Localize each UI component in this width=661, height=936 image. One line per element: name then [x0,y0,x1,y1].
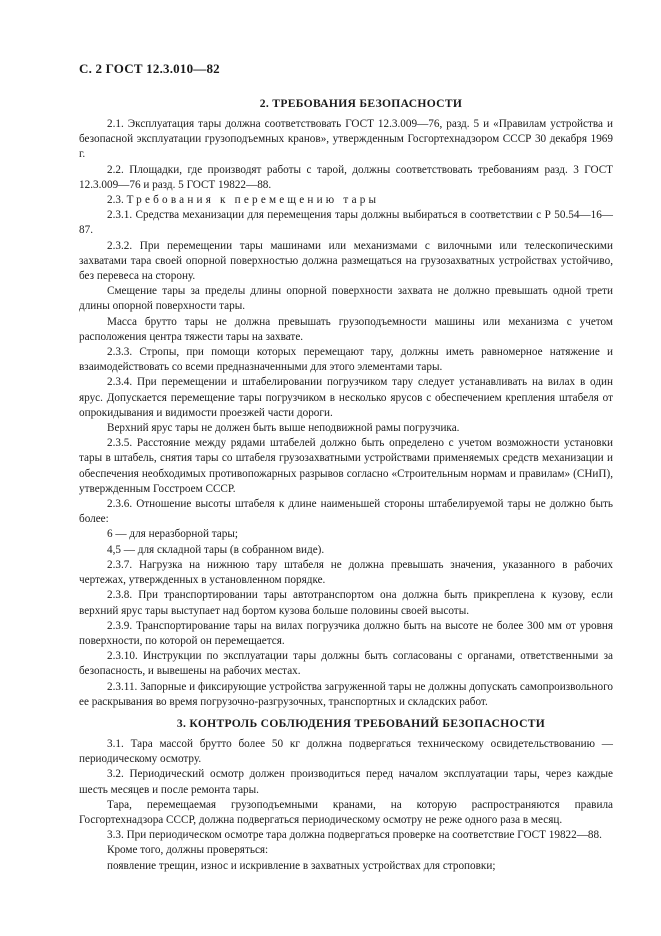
paragraph-cracks: появление трещин, износ и искривление в захватных устройствах для строповки; [107,859,496,872]
paragraph-2-3-1: 2.3.1. Средства механизации для перемещения тары должны выбираться в соответствии с Р 50.54—16—87. [79,209,613,237]
paragraph-2-3-heading: Требования к перемещению тары [126,194,380,207]
paragraph-3-1: 3.1. Тара массой брутто более 50 кг должна подвергаться техническому освидетельствованию — периодическому осмотру. [79,737,613,766]
paragraph-2-3-number: 2.3. [107,194,124,207]
paragraph-2-3-3: 2.3.3. Стропы, при помощи которых перемещают тару, должны иметь равномерное натяжение и взаимодействовать со всеми предназначенными для этого элементами тары. [79,346,613,374]
document-body [79,96,613,874]
paragraph-2-3-11: 2.3.11. Запорные и фиксирующие устройства загруженной тары не должны допускать самопроизвольного ее раскрывания во время погрузочно-разгрузочных, транспортных и складских работ. [79,680,613,708]
paragraph-3-3: 3.3. При периодическом осмотре тара должна подвергаться проверке на соответствие ГОСТ 19822—88. [107,829,602,842]
paragraph-2-3-9: 2.3.9. Транспортирование тары на вилах погрузчика должно быть на высоте не более 300 мм от уровня поверхности, по которой он перемещается. [79,619,613,647]
paragraph-2-3-6: 2.3.6. Отношение высоты штабеля к длине наименьшей стороны штабелируемой тары не должно быть более: [79,498,613,526]
paragraph-crane: Тара, перемещаемая грузоподъемными кранами, на которую распространяются правила Госгортехнадзора СССР, должна подвергаться периодическому осмотру не реже одного раза в месяц. [79,798,613,826]
paragraph-upper-tier: Верхний ярус тары не должен быть выше неподвижной рамы погрузчика. [107,422,460,435]
paragraph-check: Кроме того, должны проверяться: [107,844,269,857]
paragraph-2-3-10: 2.3.10. Инструкции по эксплуатации тары должны быть согласованы с органами, ответственными за безопасность, и вывешены на рабочих местах. [79,650,613,678]
paragraph-2-3 [79,193,613,208]
paragraph-2-3-8: 2.3.8. При транспортировании тары автотранспортом она должна быть прикреплена к кузову, если верхний ярус тары выступает над бортом кузова больше половины своей высоты. [79,589,613,617]
paragraph-ratio-2: 4,5 — для складной тары (в собранном виде). [107,543,325,556]
paragraph-mass: Масса брутто тары не должна превышать грузоподъемности машины или механизма с учетом расположения центра тяжести тары на захвате. [79,315,613,343]
paragraph-3-2: 3.2. Периодический осмотр должен производиться перед началом эксплуатации тары, через каждые шесть месяцев и после ремонта тары. [79,768,613,796]
paragraph-ratio-1: 6 — для неразборной тары; [107,528,238,541]
section-2-title: 2. ТРЕБОВАНИЯ БЕЗОПАСНОСТИ [259,97,463,110]
paragraph-2-3-4: 2.3.4. При перемещении и штабелировании погрузчиком тару следует устанавливать на вилах в один ярус. Допускается перемещение тары погрузчиком в несколько ярусов с обеспечением крепления штабеля от опрокидывания и видимости проезжей части дороги. [79,376,613,419]
paragraph-shift: Смещение тары за пределы длины опорной поверхности захвата не должно превышать одной трети длины опорной поверхности тары. [79,285,613,313]
paragraph-2-3-7: 2.3.7. Нагрузка на нижнюю тару штабеля не должна превышать значения, указанного в рабочих чертежах, утвержденных в установленном порядке. [79,558,613,587]
page-header: С. 2 ГОСТ 12.3.010—82 [79,61,220,76]
paragraph-2-3-5: 2.3.5. Расстояние между рядами штабелей должно быть определено с учетом возможности установки тары в штабель, снятия тары со штабеля грузозахватными устройствами применяемых средств механизации и обеспечения необходимых противопожарных разрывов согласно «Строительным нормам и правилам» (СНиП), утвержденным Госстроем СССР. [79,437,613,495]
section-3-title: 3. КОНТРОЛЬ СОБЛЮДЕНИЯ ТРЕБОВАНИЙ БЕЗОПАСНОСТИ [176,716,546,730]
paragraph-2-2: 2.2. Площадки, где производят работы с тарой, должны соответствовать требованиям разд. 3 ГОСТ 12.3.009—76 и разд. 5 ГОСТ 19822—88. [79,163,613,191]
paragraph-2-3-2: 2.3.2. При перемещении тары машинами или механизмами с вилочными или телескопическими захватами тара своей опорной поверхностью должна размещаться на грузозахватных устройствах устойчиво, без перевеса на сторону. [79,239,613,283]
paragraph-2-1: 2.1. Эксплуатация тары должна соответствовать ГОСТ 12.3.009—76, разд. 5 и «Правилам устройства и безопасной эксплуатации грузоподъемных кранов», утвержденным Госгортехнадзором СССР 30 декабря 1969 г. [79,118,613,161]
